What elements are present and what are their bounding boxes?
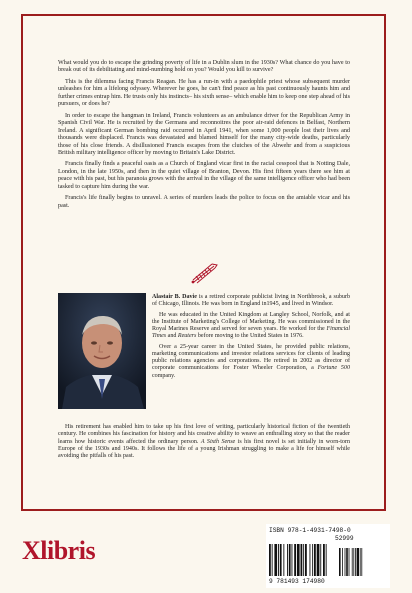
closing-text: is his first novel is set initially in worn-torn Europe of the 1930s and 1940s. It follows the life of a young Irishman struggling to make a life for himself while avoiding the pitfalls of his past. — [58, 438, 350, 459]
synopsis-paragraph-1: What would you do to escape the grinding poverty of life in a Dublin slum in the 1930s? What chance do you have to break out of its debilitating and mind-numbing hold on you? Would you kill to survive? — [58, 60, 350, 74]
synopsis-paragraph-4: Francis finally finds a peaceful oasis as a Church of England vicar first in the racial cesspool that is Notting Dale, London, in the late 1950s, and then in the quiet village of Branton, Devon. His first fifteen years there see him at peace with his past, but his paranoia grows with the arrival in the village of the same intelligence officer who had been tasked to capture him during the war. — [58, 161, 350, 190]
barcode-icon — [269, 544, 387, 578]
author-photo — [58, 293, 146, 409]
bio-text: company. — [152, 372, 176, 379]
publication-financial-times: Financial Times — [152, 326, 350, 340]
book-title: A Sixth Sense — [200, 438, 236, 445]
bio-text: before moving to the United States in 1976. — [196, 333, 304, 340]
author-bio — [152, 294, 350, 383]
bio-intro-text: is a retired corporate publicist living in Northbrook, a suburb of Chicago, Illinois. He was born in England in1945, and lived in Windsor. — [152, 294, 350, 308]
bio-text: He was educated in the United Kingdom at Langley School, Norfolk, and at the Institute of Marketing's College of Marketing. He was commissioned in the Royal Marines Reserve and served for seven years. He worked for the — [152, 311, 350, 332]
closing-paragraph — [58, 424, 350, 460]
ean-number: 9 781493 174980 — [269, 578, 325, 585]
fountain-pen-ornament-icon — [188, 262, 220, 286]
synopsis-paragraph-5: Francis's life finally begins to unravel. A series of murders leads the police to focus on the amiable vicar and his past. — [58, 195, 350, 209]
bio-paragraph-1 — [152, 294, 350, 309]
closing-text: His retirement has enabled him to take up his first love of writing, particularly historical fiction of the twentieth century. He combines his fascination for history and his creative ability to weave an enthralling story so that the reader learns how historic events affected the ordinary person. — [58, 424, 350, 445]
closing-block — [58, 424, 350, 460]
publication-reuters: Reuters — [177, 333, 197, 340]
publisher-logo: Xlibris — [22, 536, 96, 565]
synopsis-block — [58, 60, 350, 214]
bio-paragraph-3 — [152, 344, 350, 380]
synopsis-paragraph-3: In order to escape the hangman in Ireland, Francis volunteers as an ambulance driver for the Republican Army in Spanish Civil War. He is recruited by the Germans and reconnoitres the poor air-raid defences in Belfast, Northern Ireland. A significant German bombing raid occurred in April 1941, when some 1,000 people lost their lives and thousands were displaced. Francis was devastated and blamed himself for the many city-wide deaths, particularly those of his close friends. A disillusioned Francis escapes from the clutches of the Abwehr and from a suspicious British military intelligence officer by moving to Britain's Lake District. — [58, 112, 350, 156]
synopsis-paragraph-2: This is the dilemma facing Francis Reagan. He has a run-in with a paedophile priest whose subsequent murder unleashes for him a lifelong odyssey. Wherever he goes, he can't find peace as his past continuously haunts him and further crimes entrap him. He trusts only his instincts– his sixth sense– which enable him to keep one step ahead of his pursuers, or does he? — [58, 78, 350, 108]
isbn-number: ISBN 978-1-4931-7498-0 — [269, 527, 351, 534]
bio-text: and — [166, 333, 178, 340]
price-addon-code: 52999 — [335, 535, 354, 542]
bio-paragraph-2 — [152, 312, 350, 341]
fortune-500-text: Fortune 500 — [317, 365, 350, 372]
author-name: Alastair B. Davie — [152, 294, 197, 300]
bio-text: Over a 25-year career in the United States, he provided public relations, marketing communications and investor relations services for clients of leading public relations agencies and corporations. He retired in 2002 as director of corporate communications for Foster Wheeler Corporation, a — [152, 343, 350, 372]
